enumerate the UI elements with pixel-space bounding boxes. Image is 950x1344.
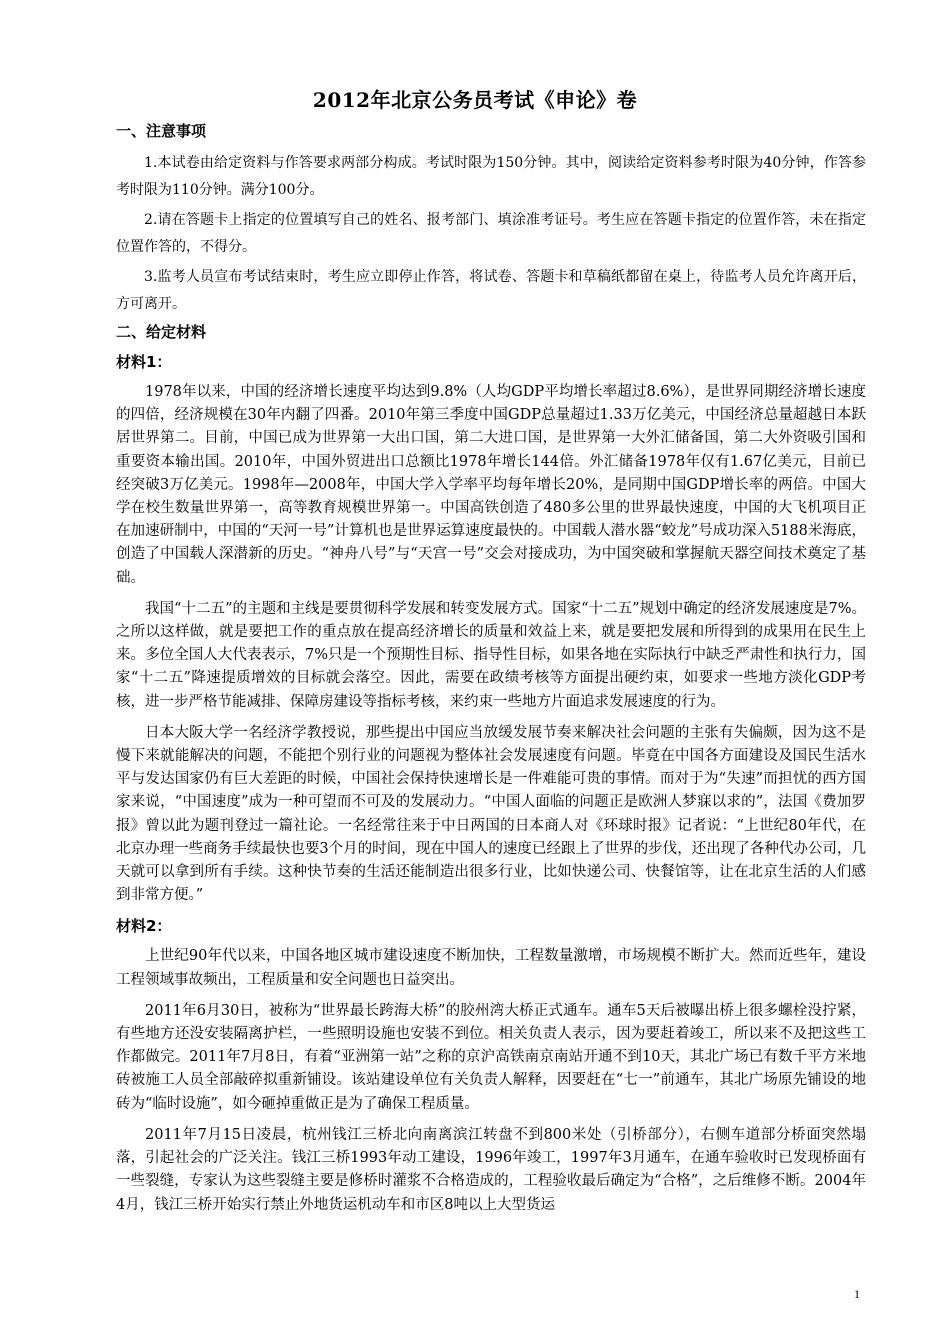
note-item: 1.本试卷由给定资料与作答要求两部分构成。考试时限为150分钟。其中，阅读给定资料参考时限为40分钟，作答参考时限为110分钟。满分100分。 <box>116 155 866 198</box>
section-heading-materials: 二、给定材料 <box>116 323 207 341</box>
material-2-label: 材料2： <box>116 917 172 936</box>
document-body <box>116 120 866 1225</box>
note-item: 2.请在答题卡上指定的位置填写自己的姓名、报考部门、填涂准考证号。考生应在答题卡指定的位置作答，未在指定位置作答的，不得分。 <box>116 212 866 255</box>
material-1-paragraph: 日本大阪大学一名经济学教授说，那些提出中国应当放缓发展节奏来解决社会问题的主张有失偏颇，因为这不是慢下来就能解决的问题，不能把个别行业的问题视为整体社会发展速度有问题。毕竟在中国各方面建设及国民生活水平与发达国家仍有巨大差距的时候，中国社会保持快速增长是一件难能可贵的事情。而对于为“失速”而担忧的西方国家来说，“中国速度”成为一种可望而不可及的发展动力。“中国人面临的问题正是欧洲人梦寐以求的”，法国《费加罗报》曾以此为题刊登过一篇社论。一名经常往来于中日两国的日本商人对《环球时报》记者说：“上世纪80年代，在北京办理一些商务手续最快也要3个月的时间，现在中国人的速度已经跟上了世界的步伐，还出现了各种代办公司，几天就可以拿到所有手续。这种快节奏的生活还能制造出很多行业，比如快递公司、快餐馆等，让在北京生活的人们感到非常方便。” <box>116 724 866 904</box>
material-2-paragraph: 上世纪90年代以来，中国各地区城市建设速度不断加快，工程数量激增，市场规模不断扩大。然而近些年，建设工程领域事故频出，工程质量和安全问题也日益突出。 <box>116 948 866 988</box>
material-1-paragraph: 1978年以来，中国的经济增长速度平均达到9.8%（人均GDP平均增长率超过8.6%），是世界同期经济增长速度的四倍，经济规模在30年内翻了四番。2010年第三季度中国GDP总量超过1.33万亿美元，中国经济总量超越日本跃居世界第二。目前，中国已成为世界第一大出口国，第二大进口国，是世界第一大外汇储备国，第二大外资吸引国和重要资本输出国。2010年，中国外贸进出口总额比1978年增长144倍。外汇储备1978年仅有1.67亿美元，目前已经突破3万亿美元。1998年—2008年，中国大学入学率平均每年增长20%，是同期中国GDP增长率的两倍。中国大学在校生数量世界第一，高等教育规模世界第一。中国高铁创造了480多公里的世界最快速度，中国的大飞机项目正在加速研制中，中国的“天河一号”计算机也是世界运算速度最快的。中国载人潜水器“蛟龙”号成功深入5188米海底，创造了中国载人深潜新的历史。“神舟八号”与“天宫一号”交会对接成功，为中国突破和掌握航天器空间技术奠定了基础。 <box>116 384 866 586</box>
material-2-paragraph: 2011年6月30日，被称为“世界最长跨海大桥”的胶州湾大桥正式通车。通车5天后被曝出桥上很多螺栓没拧紧，有些地方还没安装隔离护栏，一些照明设施也安装不到位。相关负责人表示，因为要赶着竣工，所以来不及把这些工作都做完。2011年7月8日，有着“亚洲第一站”之称的京沪高铁南京南站开通不到10天，其北广场已有数千平方米地砖被施工人员全部敲碎拟重新铺设。该站建设单位有关负责人解释，因要赶在“七一”前通车，其北广场原先铺设的地砖为“临时设施”，如今砸掉重做正是为了确保工程质量。 <box>116 1002 866 1112</box>
material-2-paragraph: 2011年7月15日凌晨，杭州钱江三桥北向南离滨江转盘不到800米处（引桥部分），右侧车道部分桥面突然塌落，引起社会的广泛关注。钱江三桥1993年动工建设，1996年竣工，1997年3月通车，在通车验收时已发现桥面有一些裂缝，专家认为这些裂缝主要是修桥时灌浆不合格造成的，工程验收最后确定为“合格”，之后维修不断。2004年4月，钱江三桥开始实行禁止外地货运机动车和市区8吨以上大型货运 <box>116 1126 866 1213</box>
material-1-label: 材料1： <box>116 353 172 371</box>
material-1-paragraph: 我国“十二五”的主题和主线是要贯彻科学发展和转变发展方式。国家“十二五”规划中确定的经济发展速度是7%。之所以这样做，就是要把工作的重点放在提高经济增长的质量和效益上来，就是要把发展和所得到的成果用在民生上来。多位全国人大代表表示，7%只是一个预期性目标、指导性目标，如果各地在实际执行中缺乏严肃性和执行力，国家“十二五”降速提质增效的目标就会落空。因此，需要在政绩考核等方面提出硬约束，如要求一些地方淡化GDP考核，进一步严格节能减排、保障房建设等指标考核，来约束一些地方片面追求发展速度的行为。 <box>116 600 866 710</box>
note-item: 3.监考人员宣布考试结束时，考生应立即停止作答，将试卷、答题卡和草稿纸都留在桌上，待监考人员允许离开后，方可离开。 <box>116 269 866 312</box>
page-number: 1 <box>854 1287 860 1301</box>
document-title: 2012年北京公务员考试《申论》卷 <box>312 88 638 112</box>
section-heading-notes: 一、注意事项 <box>116 122 207 140</box>
